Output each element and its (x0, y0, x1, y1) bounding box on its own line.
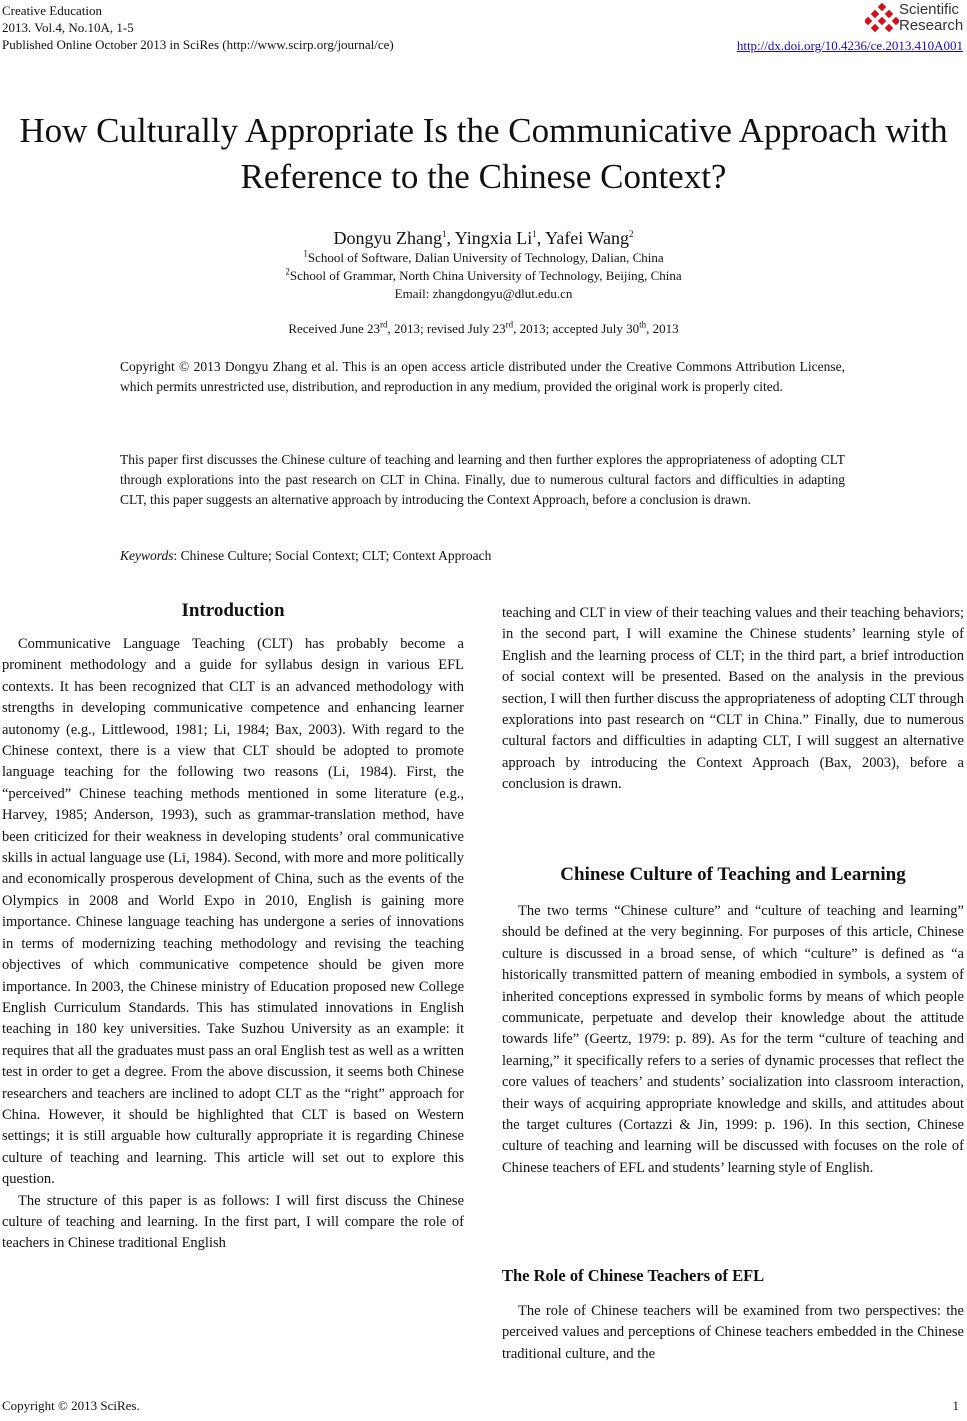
right-column-bottom (502, 1301, 964, 1365)
revised-suffix: rd (505, 319, 514, 330)
keywords-label: Keywords (120, 548, 174, 563)
subsection-heading-teachers: The Role of Chinese Teachers of EFL (502, 1266, 765, 1285)
affiliation-1-mark: 1 (303, 248, 308, 259)
accepted-year: , 2013 (646, 321, 679, 336)
footer-copyright: Copyright © 2013 SciRes. (2, 1398, 140, 1413)
paper-title: How Culturally Appropriate Is the Communicative Approach with Reference to the Chinese Context? (19, 111, 948, 196)
intro-heading: Introduction (181, 600, 285, 621)
doi-link[interactable]: http://dx.doi.org/10.4236/ce.2013.410A001 (736, 38, 963, 53)
logo-icon (865, 2, 899, 36)
author-3-affil-mark: 2 (629, 229, 634, 239)
revised-date: , 2013; revised July 23 (387, 321, 506, 336)
intro-paragraph-1: Communicative Language Teaching (CLT) has probably become a prominent methodology and a guide for syllabus design in various EFL contexts. It has been recognized that CLT is an advanced methodology with strengths in developing communicative competence and enhancing learner autonomy (e.g., Littlewood, 1981; Li, 1984; Bax, 2003). With regard to the Chinese context, there is a view that CLT should be adopted to promote language teaching for the following two reasons (Li, 1984). First, the “perceived” Chinese teaching methods mentioned in some literature (e.g., Harvey, 1985; Anderson, 1993), such as grammar-translation method, have been criticized for their weakness in developing students’ oral communicative skills in actual language use (Li, 1984). Second, with more and more politically and economically prosperous development of China, such as the events of the Olympics in 2008 and World Expo in 2010, English is gaining more importance. Chinese language teaching has undergone a series of innovations in terms of modernizing teaching methodology and revising the teaching objectives of which communicative competence should be given more importance. In 2003, the Chinese ministry of Education proposed new College English Curriculum Standards. This has stimulated innovations in English teaching in 180 key universities. Take Suzhou University as an example: it requires that all the graduates must pass an oral English test as well as a written test in order to get a degree. From the above discussion, it seems both Chinese researchers and teachers are inclined to adopt CLT as the “right” approach for China. However, it should be highlighted that CLT is based on Western settings; it is still arguable how culturally appropriate it is regarding Chinese culture of teaching and learning. This article will set out to explore this question. (2, 636, 464, 1188)
right-column-top (502, 603, 964, 796)
keywords (120, 548, 491, 564)
affiliation-1 (0, 250, 967, 266)
logo-text (899, 2, 963, 34)
affiliation-2-mark: 2 (285, 266, 290, 277)
page-number: 1 (952, 1398, 959, 1413)
author-1-affil-mark: 1 (441, 229, 447, 239)
accepted-date: , 2013; accepted July 30 (513, 321, 640, 336)
logo-line-2: Research (899, 17, 964, 34)
received-date: Received June 23 (288, 321, 381, 336)
received-suffix: rd (380, 319, 388, 330)
section-paragraph-1: The two terms “Chinese culture” and “culture of teaching and learning” should be defined at the very beginning. For purposes of this article, Chinese culture is discussed in a broad sense, of which “culture” is defined as “a historically transmitted pattern of meaning embodied in symbols, a system of inherited conceptions expressed in symbolic forms by means of which people communicate, perpetuate and develop their knowledge about the attitude towards life” (Geertz, 1979: p. 89). As for the term “culture of teaching and learning,” it specifically refers to a series of dynamic processes that reflect the core values of teachers’ and students’ socialization into classroom interaction, their ways of acquiring appropriate knowledge and skills, and attitudes about the target cultures (Cortazzi & Jin, 1999: p. 196). In this section, Chinese culture of teaching and learning will be discussed with focuses on the role of Chinese teachers of EFL and students’ learning style of English. (502, 903, 964, 1176)
keywords-list: : Chinese Culture; Social Context; CLT; Context Approach (173, 548, 492, 563)
intro-paragraph-2: The structure of this paper is as follows: I will first discuss the Chinese culture of teaching and learning. In the first part, I will compare the role of teachers in Chinese traditional English (2, 1192, 464, 1252)
author-3: , Yafei Wang (536, 228, 630, 248)
publication-info: Published Online October 2013 in SciRes (http://www.scirp.org/journal/ce) (2, 37, 394, 52)
author-1: Dongyu Zhang (333, 228, 442, 248)
journal-name: Creative Education (2, 3, 102, 18)
section-heading-chinese-culture: Chinese Culture of Teaching and Learning (560, 864, 906, 885)
affiliation-2-text: School of Grammar, North China University of Technology, Beijing, China (289, 268, 682, 283)
intro-paragraph-2-cont: teaching and CLT in view of their teaching values and their teaching behaviors; in the second part, I will examine the Chinese students’ learning style of English and the learning process of CLT; in the third part, a brief introduction of social context will be presented. Based on the analysis in the previous section, I will then further discuss the appropriateness of adopting CLT through explorations into past research on “CLT in China.” Finally, due to numerous cultural factors and difficulties in adapting CLT, I will suggest an alternative approach by introducing the Context Approach (Bax, 2003), before a conclusion is drawn. (502, 605, 964, 793)
journal-volume: 2013. Vol.4, No.10A, 1-5 (2, 20, 134, 35)
subsection-paragraph-1: The role of Chinese teachers will be examined from two perspectives: the perceived values and perceptions of Chinese teachers embedded in the Chinese traditional culture, and the (502, 1303, 964, 1362)
affiliation-1-text: School of Software, Dalian University of Technology, Dalian, China (307, 250, 664, 265)
copyright-notice: Copyright © 2013 Dongyu Zhang et al. This is an open access article distributed under the Creative Commons Attribution License, which permits unrestricted use, distribution, and reproduction in any medium, provided the original work is properly cited. (120, 359, 845, 394)
author-2-affil-mark: 1 (532, 229, 537, 239)
journal-header (2, 2, 394, 53)
author-list (0, 228, 967, 249)
author-2: , Yingxia Li (446, 228, 533, 248)
received-dates (0, 321, 967, 337)
scientific-research-logo (865, 2, 965, 36)
author-email: Email: zhangdongyu@dlut.edu.cn (394, 286, 573, 301)
logo-line-1: Scientific (899, 1, 960, 18)
accepted-suffix: th (639, 319, 647, 330)
affiliation-2 (0, 268, 967, 284)
left-column (2, 634, 464, 1255)
abstract: This paper first discusses the Chinese culture of teaching and learning and then further explores the appropriateness of adopting CLT through explorations into the past research on CLT in China. Finally, due to numerous cultural factors and difficulties in adapting CLT, this paper suggests an alternative approach by introducing the Context Approach, before a conclusion is drawn. (120, 452, 845, 507)
right-column-mid (502, 901, 964, 1179)
